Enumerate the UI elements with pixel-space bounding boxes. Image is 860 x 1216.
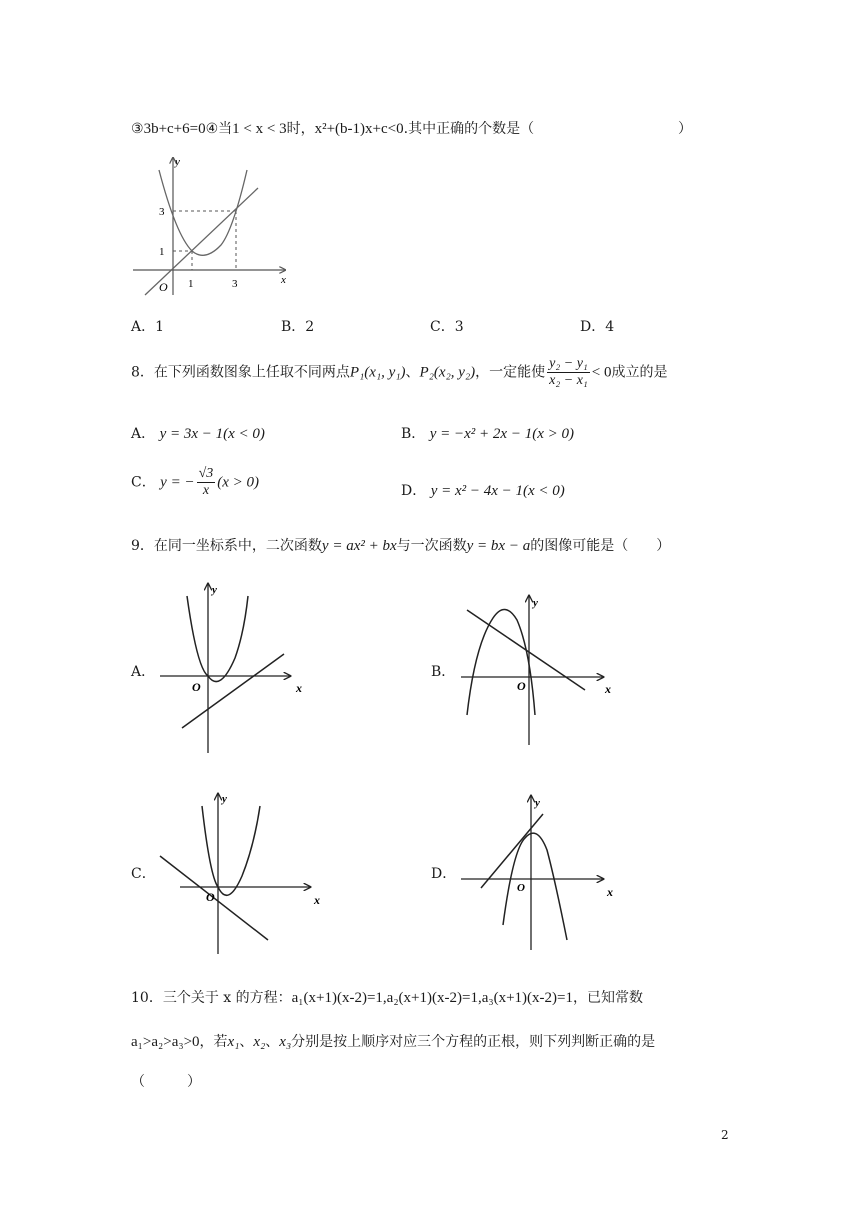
q7-option-c[interactable]: C．3 [430,319,464,335]
svg-text:x: x [296,681,302,695]
q10-answer-paren: （ ） [131,1074,201,1090]
q8-option-a[interactable]: A． y = 3x − 1(x < 0) [131,426,265,442]
q7-xtick-3: 3 [232,278,238,290]
q9-option-a-graph[interactable] [150,578,315,758]
svg-text:y: y [535,797,540,809]
q9-question: 9．在同一坐标系中，二次函数y = ax² + bx与一次函数y = bx − a的图像可能是（ ） [131,538,671,554]
q9-option-b-graph[interactable] [455,590,620,750]
svg-text:O: O [517,882,525,894]
q9-option-c-graph[interactable] [150,786,330,958]
q9c-parabola [202,806,260,895]
q7-y-label: y [175,156,180,168]
q7-answer-paren-close: ） [678,121,692,137]
q8-slope-fraction: $\frac{\text{y₂ − y₁}}{\text{x₂ − x₁}}$ [549,356,588,388]
q8-option-d[interactable]: D． y = x² − 4x − 1(x < 0) [401,483,565,499]
q9b-line [467,610,585,690]
q9a-parabola [187,596,248,682]
q9-option-c-label[interactable]: C． [131,866,156,882]
q9-option-a-label[interactable]: A． [131,664,156,680]
q8-option-b[interactable]: B． y = −x² + 2x − 1(x > 0) [401,426,574,442]
q7-ytick-3: 3 [159,206,165,218]
svg-text:y: y [533,597,538,609]
q7-origin-label: O [159,280,168,294]
q7-ytick-1: 1 [159,246,165,258]
q8-question: 8．在下列函数图象上任取不同两点P₁(x₁, y₁)、P₂(x₂, y₂)，一定能使 $\frac{\text{y₂ − y₁}}{\text{x₂ − x₁}}$ < 0成立的是 [131,356,668,388]
svg-text:O: O [192,680,201,694]
q9-option-d-label[interactable]: D． [431,866,457,882]
q7-xtick-1: 1 [188,278,194,290]
q7-graph [125,150,300,300]
q7-statement-line: ③3b+c+6=0④当1 < x < 3时，x²+(b-1)x+c<0.其中正确的个数是（ [131,121,535,137]
q7-line [145,188,258,295]
svg-text:O: O [517,679,526,693]
q8-option-c-fraction: $\frac{√3}{x}$ [198,466,214,498]
q9b-parabola [467,609,535,715]
q9-option-d-graph[interactable] [455,790,620,955]
q7-parabola [159,170,247,255]
page-number: 2 [721,1128,729,1142]
q10-line-2: a₁>a₂>a₃>0，若x₁、x₂、x₃分别是按上顺序对应三个方程的正根，则下列判断正确的是 [131,1034,656,1050]
q8-option-c[interactable]: C． y = − $\frac{√3}{x}$ (x > 0) [131,466,260,498]
q9-option-b-label[interactable]: B． [431,664,456,680]
svg-text:y: y [222,793,227,805]
q7-option-a[interactable]: A．1 [131,319,165,335]
q10-line-1: 10．三个关于 x 的方程：a₁(x+1)(x-2)=1,a₂(x+1)(x-2)=1,a₃(x+1)(x-2)=1，已知常数 [131,990,643,1006]
q7-option-b[interactable]: B．2 [281,319,315,335]
svg-text:y: y [212,584,217,596]
svg-text:O: O [206,890,215,904]
svg-text:x: x [607,885,613,899]
svg-text:x: x [605,682,611,696]
q8-point-p2: P₂(x₂, y₂) [419,364,476,381]
svg-text:x: x [314,893,320,907]
q9d-line [481,814,543,888]
q7-x-label: x [281,274,286,286]
q7-option-d[interactable]: D．4 [580,319,615,335]
q8-point-p1: P₁(x₁, y₁) [349,364,406,381]
